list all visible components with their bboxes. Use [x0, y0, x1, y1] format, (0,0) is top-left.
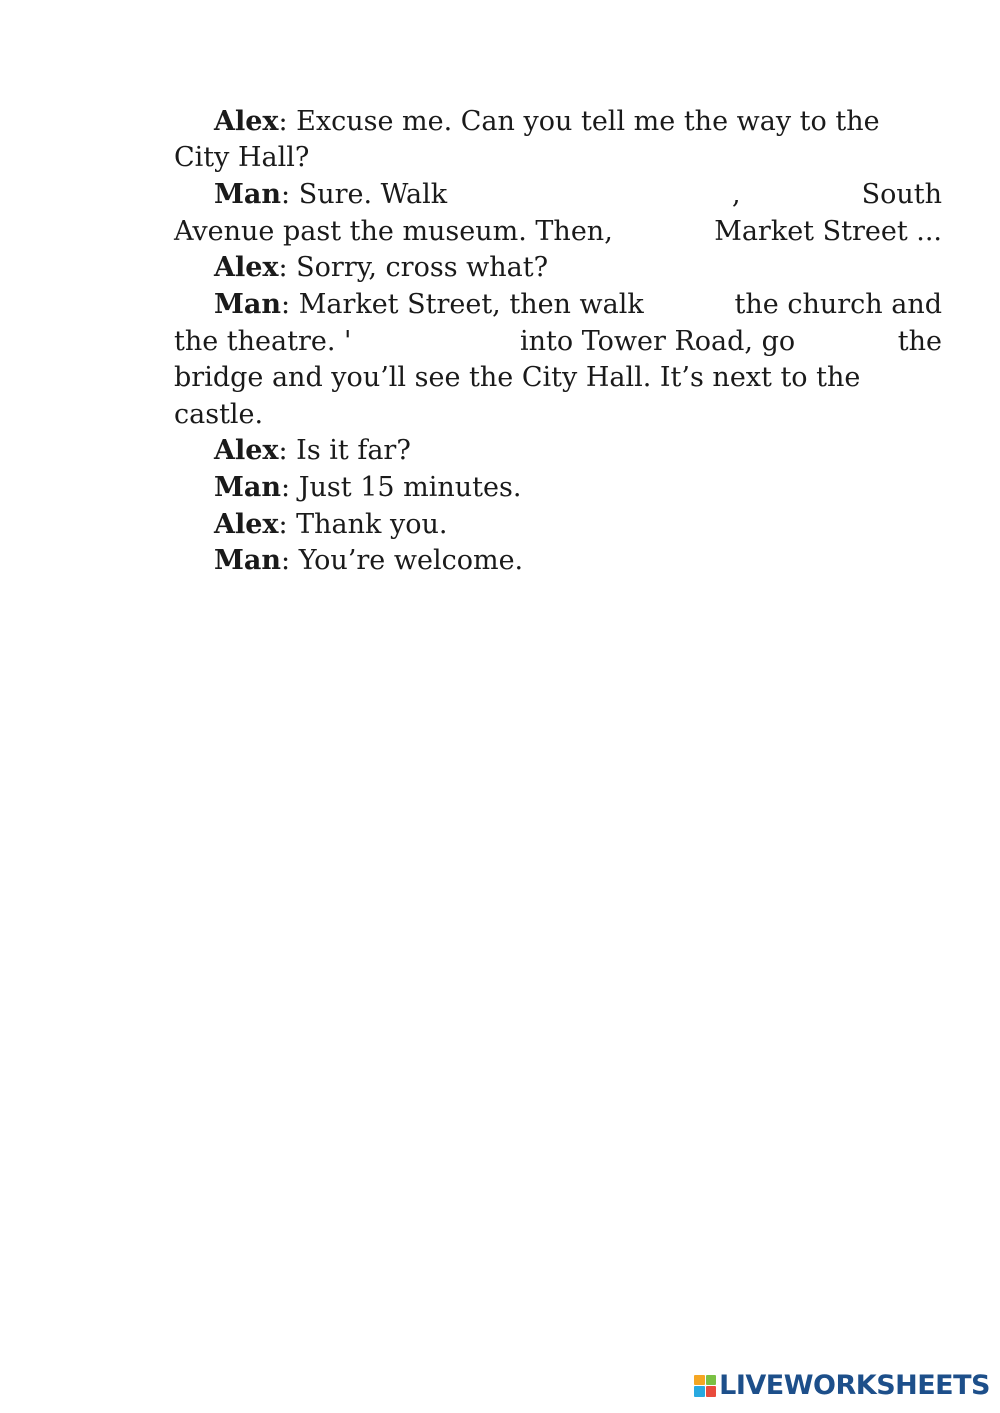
liveworksheets-footer — [694, 1370, 990, 1401]
line-text: castle. — [174, 399, 264, 430]
line-end: South — [861, 179, 942, 210]
line-1 — [214, 104, 880, 140]
liveworksheets-logo-icon — [694, 1375, 716, 1397]
line-text: : Sorry, cross what? — [278, 252, 549, 283]
speaker-man: Man — [214, 545, 282, 576]
line-9 — [174, 397, 263, 433]
line-7 — [174, 324, 351, 360]
speaker-alex: Alex — [214, 509, 279, 540]
line-text: City Hall? — [174, 142, 310, 173]
speaker-man: Man — [214, 472, 282, 503]
line-end: the — [897, 326, 942, 357]
line-12 — [214, 507, 447, 543]
line-13 — [214, 543, 523, 579]
line-end: Market Street ... — [714, 216, 942, 247]
speaker-alex: Alex — [214, 435, 279, 466]
line-text: : You’re welcome. — [281, 545, 524, 576]
line-text: the theatre. ' — [174, 326, 352, 357]
line-text: : Is it far? — [278, 435, 411, 466]
speaker-alex: Alex — [214, 106, 279, 137]
line-2 — [174, 140, 309, 176]
speaker-man: Man — [214, 179, 282, 210]
line-4 — [174, 214, 613, 250]
line-11 — [214, 470, 521, 506]
speaker-alex: Alex — [214, 252, 279, 283]
line-text: : Just 15 minutes. — [281, 472, 522, 503]
line-text: : Sure. Walk — [281, 179, 448, 210]
line-text: bridge and you’ll see the City Hall. It’s next to the — [174, 362, 861, 393]
line-text: : Thank you. — [278, 509, 448, 540]
line-mid: into Tower Road, go — [520, 326, 796, 357]
line-6 — [214, 287, 644, 323]
line-5 — [214, 250, 548, 286]
line-text: : Market Street, then walk — [281, 289, 644, 320]
line-10 — [214, 433, 411, 469]
brand-name: LIVEWORKSHEETS — [719, 1370, 990, 1401]
line-8 — [174, 360, 860, 396]
line-end: the church and — [734, 289, 942, 320]
line-3 — [214, 177, 447, 213]
line-text: : Excuse me. Can you tell me the way to the — [278, 106, 880, 137]
line-text: Avenue past the museum. Then, — [174, 216, 613, 247]
speaker-man: Man — [214, 289, 282, 320]
gap-comma: , — [732, 179, 741, 210]
